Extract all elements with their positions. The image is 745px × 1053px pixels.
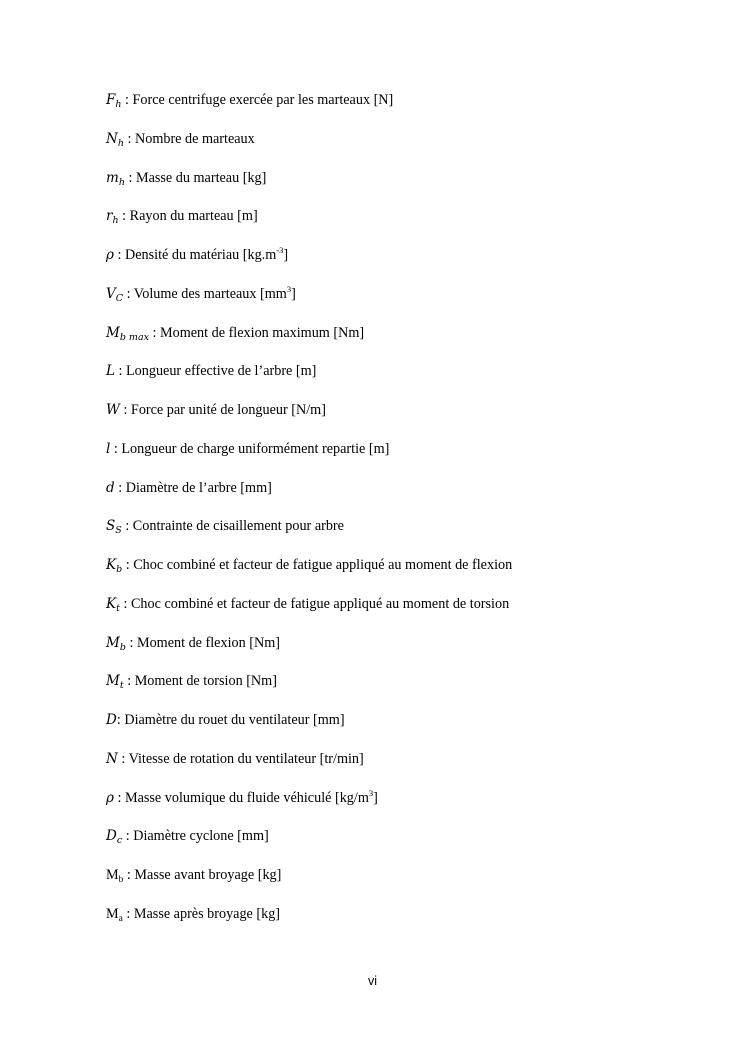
entry-symbol: K: [106, 557, 117, 573]
entry-symbol-subscript: c: [116, 835, 123, 847]
entry-description: : Masse après broyage [kg]: [122, 905, 281, 922]
entry-symbol: r: [106, 208, 113, 225]
entry-description: : Diamètre cyclone [mm]: [122, 828, 269, 845]
nomenclature-entry: [106, 594, 706, 633]
entry-symbol: N: [106, 750, 118, 767]
nomenclature-entry: [106, 865, 706, 904]
entry-symbol-subscript: b max: [119, 331, 149, 343]
entry-symbol-subscript: h: [118, 176, 125, 188]
entry-description: : Longueur effective de l’arbre [m]: [114, 363, 317, 380]
unit-exponent: 3: [368, 787, 374, 798]
nomenclature-entry: [106, 478, 706, 517]
entry-description: : Masse avant broyage [kg]: [123, 867, 282, 883]
nomenclature-entry: [106, 245, 706, 284]
entry-symbol-subscript: b: [116, 564, 123, 575]
unit-exponent: 3: [286, 283, 292, 294]
entry-symbol-subscript: h: [115, 99, 122, 110]
nomenclature-entry: [106, 710, 706, 749]
entry-symbol: D: [106, 828, 117, 845]
entry-symbol: L: [106, 363, 115, 380]
entry-description: : Force par unité de longueur [N/m]: [119, 402, 326, 418]
entry-description: : Densité du matériau [kg.m: [113, 247, 277, 263]
nomenclature-entry: [106, 788, 706, 827]
nomenclature-entry: [106, 129, 706, 168]
entry-symbol: ρ: [106, 247, 114, 263]
unit-exponent: -3: [276, 245, 284, 255]
entry-symbol: M: [106, 905, 119, 922]
entry-description: : Diamètre du rouet du ventilateur [mm]: [116, 712, 345, 728]
entry-description-tail: ]: [283, 247, 289, 263]
entry-description: : Contrainte de cisaillement pour arbre: [121, 518, 344, 535]
nomenclature-entry: [106, 90, 706, 129]
nomenclature-list: [106, 90, 706, 943]
entry-symbol: F: [106, 92, 116, 108]
entry-description: : Choc combiné et facteur de fatigue appliqué au moment de flexion: [122, 557, 513, 573]
entry-description: : Vitesse de rotation du ventilateur [tr/min]: [117, 750, 364, 767]
nomenclature-entry: [106, 323, 706, 362]
entry-description: : Nombre de marteaux: [123, 130, 255, 147]
entry-symbol-subscript: h: [117, 137, 124, 149]
entry-symbol: D: [106, 712, 117, 728]
nomenclature-entry: [106, 284, 706, 323]
nomenclature-entry: [106, 168, 706, 207]
entry-description: : Force centrifuge exercée par les marteaux [N]: [121, 92, 394, 108]
entry-symbol: d: [106, 479, 115, 496]
entry-description: : Masse volumique du fluide véhiculé [kg/m: [113, 789, 369, 806]
entry-description: : Moment de flexion [Nm]: [125, 634, 280, 651]
entry-description-tail: ]: [291, 285, 296, 302]
entry-symbol: M: [106, 867, 119, 883]
entry-symbol: ρ: [106, 789, 114, 806]
entry-description: : Diamètre de l’arbre [mm]: [114, 479, 272, 496]
entry-symbol: S: [106, 518, 116, 535]
nomenclature-entry: [106, 904, 706, 943]
entry-symbol: K: [106, 595, 117, 612]
nomenclature-entry: [106, 206, 706, 245]
nomenclature-entry: [106, 361, 706, 400]
entry-symbol-subscript: t: [116, 602, 120, 614]
entry-description: : Longueur de charge uniformément repartie [m]: [110, 440, 390, 457]
entry-symbol-subscript: b: [119, 641, 126, 653]
entry-symbol: V: [106, 285, 116, 302]
nomenclature-entry: [106, 400, 706, 439]
entry-symbol-subscript: S: [115, 525, 122, 537]
entry-symbol: M: [106, 673, 120, 690]
nomenclature-entry: [106, 826, 706, 865]
entry-symbol: l: [106, 440, 111, 457]
entry-description: : Moment de torsion [Nm]: [123, 673, 277, 690]
page-number: vi: [367, 974, 378, 988]
nomenclature-entry: [106, 439, 706, 478]
entry-symbol-subscript: h: [112, 215, 119, 227]
entry-symbol: m: [106, 169, 119, 186]
entry-description: : Moment de flexion maximum [Nm]: [148, 324, 365, 341]
entry-symbol: M: [106, 324, 120, 341]
nomenclature-entry: [106, 749, 706, 788]
entry-description: : Choc combiné et facteur de fatigue appliqué au moment de torsion: [119, 595, 510, 612]
nomenclature-entry: [106, 633, 706, 672]
entry-symbol-subscript: b: [118, 875, 124, 885]
entry-symbol: M: [106, 634, 120, 651]
entry-symbol-subscript: C: [115, 292, 124, 304]
entry-description: : Volume des marteaux [mm: [123, 285, 287, 302]
entry-symbol-subscript: t: [119, 680, 124, 692]
entry-description: : Masse du marteau [kg]: [124, 169, 267, 186]
entry-symbol: W: [106, 402, 120, 418]
nomenclature-entry: [106, 516, 706, 555]
entry-symbol: N: [106, 130, 118, 147]
nomenclature-entry: [106, 671, 706, 710]
entry-description: : Rayon du marteau [m]: [118, 208, 258, 225]
entry-description-tail: ]: [373, 789, 378, 806]
nomenclature-entry: [106, 555, 706, 594]
entry-symbol-subscript: a: [118, 913, 123, 924]
